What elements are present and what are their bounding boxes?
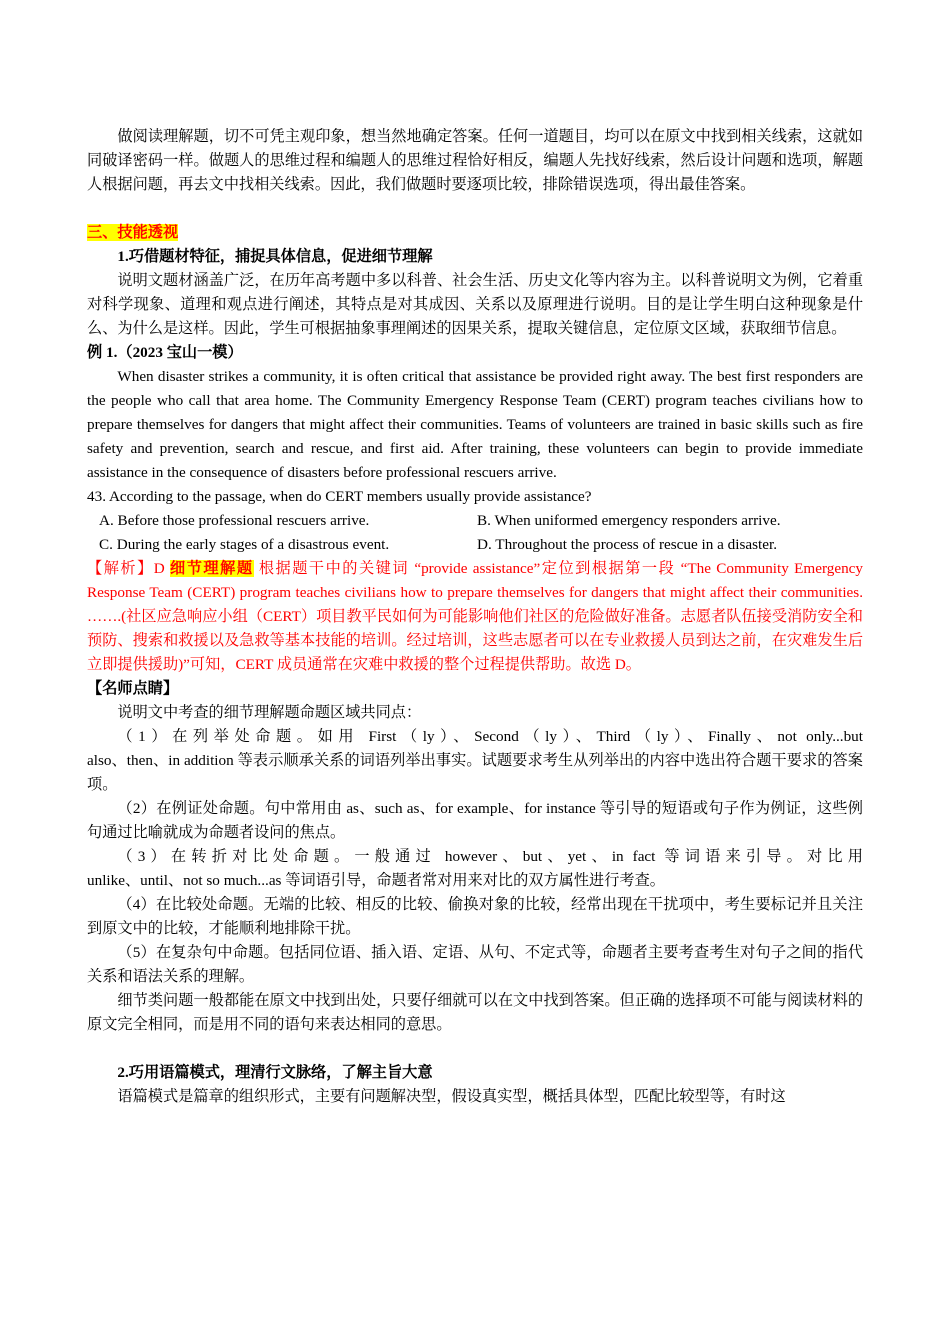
- tips-heading: 【名师点睛】: [87, 680, 179, 697]
- tips-intro: 说明文中考查的细节理解题命题区域共同点：: [117, 704, 422, 721]
- example-label: 例 1.（2023 宝山一模）: [87, 344, 243, 361]
- spacer: [87, 197, 863, 221]
- option-a: A. Before those professional rescuers arrive.: [99, 512, 370, 529]
- analysis-prefix: 【解析】D: [87, 560, 171, 577]
- example-passage: When disaster strikes a community, it is often critical that assistance be provided right away. The best first responders are the people who call that area home. The Community Emergency Response Team (CERT) program teaches civilians how to prepare themselves for dangers that might affect their communities. Teams of volunteers are trained in basic skills such as fire safety and prevention, search and rescue, and first aid. After training, these volunteers can begin to provide immediate assistance in the consequence of disasters before professional rescuers arrive.: [87, 368, 863, 481]
- tips-closing: 细节类问题一般都能在原文中找到出处，只要仔细就可以在文中找到答案。但正确的选择项不可能与阅读材料的原文完全相同，而是用不同的语句来表达相同的意思。: [87, 992, 863, 1033]
- tips-item1-line1: （1）在列举处命题。如用 First（ly）、Second（ly）、Third（ly）、Finally、not only...but: [117, 728, 863, 745]
- analysis-paragraph: [87, 557, 863, 677]
- section-heading-line: [87, 221, 863, 245]
- tips-item3-line1: （3）在转折对比处命题。一般通过 however、but、yet、in fact 等词语来引导。对比用: [117, 848, 863, 865]
- tips-item2: （2）在例证处命题。句中常用由 as、such as、for example、for instance 等引导的短语或句子作为例证，这些例句通过比喻就成为命题者设问的焦点。: [87, 800, 863, 841]
- skill1-body: 说明文题材涵盖广泛，在历年高考题中多以科普、社会生活、历史文化等内容为主。以科普说明文为例，它着重对科学现象、道理和观点进行阐述，其特点是对其成因、关系以及原理进行说明。目的是让学生明白这种现象是什么、为什么是这样。因此，学生可根据抽象事理阐述的因果关系，提取关键信息，定位原文区域，获取细节信息。: [87, 272, 863, 337]
- tips-item1-rest: also、then、in addition 等表示顺承关系的词语列举出事实。试题要求考生从列举出的内容中选出符合题干要求的答案项。: [87, 752, 863, 793]
- option-c: C. During the early stages of a disastrous event.: [99, 536, 390, 553]
- section-heading: 三、技能透视: [87, 224, 179, 241]
- intro-paragraph: 做阅读理解题，切不可凭主观印象，想当然地确定答案。任何一道题目，均可以在原文中找到相关线索，这就如同破译密码一样。做题人的思维过程和编题人的思维过程恰好相反，编题人先找好线索，然后设计问题和选项，解题人根据问题，再去文中找相关线索。因此，我们做题时要逐项比较，排除错误选项，得出最佳答案。: [87, 128, 863, 193]
- document-page: [87, 125, 863, 1109]
- spacer: [87, 1037, 863, 1061]
- example-question: 43. According to the passage, when do CERT members usually provide assistance?: [87, 488, 592, 505]
- option-d: D. Throughout the process of rescue in a disaster.: [477, 536, 778, 553]
- skill1-title: 1.巧借题材特征，捕捉具体信息，促进细节理解: [117, 248, 433, 265]
- tips-item5: （5）在复杂句中命题。包括同位语、插入语、定语、从句、不定式等，命题者主要考查考生对句子之间的指代关系和语法关系的理解。: [87, 944, 863, 985]
- analysis-text: 根据题干中的关键词 “provide assistance”定位到根据第一段 “The Community Emergency Response Team (CERT) program teaches civilians how to prepare themselves for dangers that might affect their communities. …….(社区应急响应小组（CERT）项目教平民如何为可能影响他们社区的危险做好准备。志愿者队伍接受消防安全和预防、搜索和救援以及急救等基本技能的培训。经过培训，这些志愿者可以在专业救援人员到达之前，在灾难发生后立即提供援助)”可知，CERT 成员通常在灾难中救援的整个过程提供帮助。故选 D。: [87, 560, 864, 673]
- answer-options: [87, 509, 863, 557]
- skill2-body: 语篇模式是篇章的组织形式，主要有问题解决型，假设真实型，概括具体型，匹配比较型等，有时这: [117, 1088, 786, 1105]
- tips-item3-rest: unlike、until、not so much...as 等词语引导，命题者常对用来对比的双方属性进行考查。: [87, 872, 665, 889]
- tips-item4: （4）在比较处命题。无端的比较、相反的比较、偷换对象的比较，经常出现在干扰项中，考生要标记并且关注到原文中的比较，才能顺利地排除干扰。: [87, 896, 863, 937]
- skill2-title: 2.巧用语篇模式，理清行文脉络，了解主旨大意: [117, 1064, 433, 1081]
- option-b: B. When uniformed emergency responders arrive.: [477, 512, 781, 529]
- analysis-tag: 细节理解题: [170, 560, 254, 577]
